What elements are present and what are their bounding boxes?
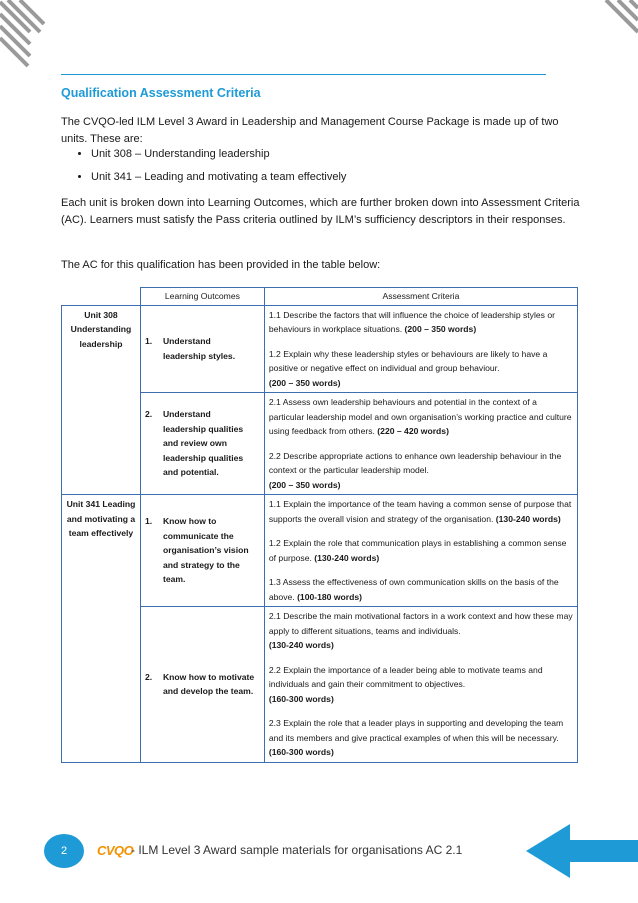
table-row <box>62 305 578 393</box>
learning-outcome-cell <box>140 305 264 393</box>
corner-stripes-decoration <box>0 0 60 70</box>
criterion-text: 1.2 Explain why these leadership styles or behaviours are likely to have a positive or negative effect on individual and group behaviour. <box>268 348 548 373</box>
criterion-text: 1.1 Describe the factors that will influence the choice of leadership styles or behaviours in workplace situations. <box>268 309 555 334</box>
criterion-text: 1.3 Assess the effectiveness of own communication skills on the basis of the above. <box>268 577 559 602</box>
outcome-number: 1. <box>144 516 153 527</box>
empty-header-cell <box>62 288 141 306</box>
list-item: • Unit 308 – Understanding leadership <box>91 146 591 163</box>
word-count: (130-240 words) <box>495 513 561 524</box>
word-count: (200 – 350 words) <box>268 377 341 388</box>
criteria-cell <box>264 393 577 495</box>
word-count: (220 – 420 words) <box>377 426 449 436</box>
outcome-text: Understand leadership styles. <box>162 336 236 361</box>
word-count: (100-180 words) <box>297 591 363 602</box>
intro-paragraph: The CVQO-led ILM Level 3 Award in Leadership and Management Course Package is made up of two units. These are: <box>61 116 559 145</box>
criteria-cell <box>264 607 577 763</box>
units-list <box>61 146 591 192</box>
learning-outcome-cell <box>140 607 264 763</box>
table-row <box>62 495 578 607</box>
arrow-left-icon <box>518 820 638 882</box>
breakdown-paragraph: Each unit is broken down into Learning Outcomes, which are further broken down into Assessment Criteria (AC). Learners must satisfy the Pass criteria outlined by ILM’s sufficiency descriptors in their responses. <box>61 197 580 226</box>
criterion-text: 2.1 Describe the main motivational factors in a work context and how these may apply to different situations, teams and individuals. <box>268 611 573 636</box>
footer-text: - ILM Level 3 Award sample materials for organisations AC 2.1 <box>131 843 463 857</box>
word-count: (200 – 350 words) <box>404 324 477 334</box>
section-heading: Qualification Assessment Criteria <box>61 86 261 100</box>
criterion-text: 1.2 Explain the role that communication plays in establishing a common sense of purpose. <box>268 538 567 563</box>
word-count: (160-300 words) <box>268 693 334 704</box>
criteria-cell <box>264 305 577 393</box>
learning-outcomes-header: Learning Outcomes <box>140 288 264 306</box>
word-count: (200 – 350 words) <box>268 479 341 490</box>
list-item: • Unit 341 – Leading and motivating a team effectively <box>91 169 591 186</box>
outcome-text: Know how to motivate and develop the team. <box>162 671 255 697</box>
outcome-number: 1. <box>144 336 153 347</box>
criteria-cell <box>264 495 577 607</box>
criterion-text: 1.1 Explain the importance of the team having a common sense of purpose that supports the overall vision and strategy of the organisation. <box>268 499 572 524</box>
word-count: (160-300 words) <box>268 747 334 757</box>
criterion-text: 2.2 Describe appropriate actions to enhance own leadership behaviour in the context or the particular leadership model. <box>268 450 562 475</box>
outcome-number: 2. <box>144 409 153 420</box>
top-rule <box>61 74 546 75</box>
table-intro-paragraph: The AC for this qualification has been provided in the table below: <box>61 259 381 271</box>
outcome-text: Understand leadership qualities and review own leadership qualities and potential. <box>162 409 244 478</box>
assessment-criteria-table <box>61 287 578 763</box>
table-header-row <box>62 288 578 306</box>
criterion-text: 2.3 Explain the role that a leader plays in supporting and developing the team and its members and give practical examples of when this will be necessary. <box>268 718 564 743</box>
criterion-text: 2.2 Explain the importance of a leader being able to motivate teams and individuals and gain their commitment to objectives. <box>268 664 543 689</box>
assessment-criteria-header: Assessment Criteria <box>264 288 577 306</box>
learning-outcome-cell <box>140 393 264 495</box>
unit-341-cell: Unit 341 Leading and motivating a team effectively <box>62 495 141 763</box>
cvqo-logo: CVQO <box>97 843 134 858</box>
criterion-text: 2.1 Assess own leadership behaviours and potential in the context of a particular leadership model and own organisation’s working practice and culture using feedback from others. <box>268 397 572 436</box>
outcome-text: Know how to communicate the organisation’s vision and strategy to the team. <box>162 516 249 585</box>
outcome-number: 2. <box>144 671 153 682</box>
word-count: (130-240 words) <box>268 640 334 650</box>
learning-outcome-cell <box>140 495 264 607</box>
corner-stripes-decoration-right <box>578 0 638 60</box>
word-count: (130-240 words) <box>314 552 380 563</box>
page-number: 2 <box>44 834 84 868</box>
unit-308-cell: Unit 308 Understanding leadership <box>62 305 141 495</box>
